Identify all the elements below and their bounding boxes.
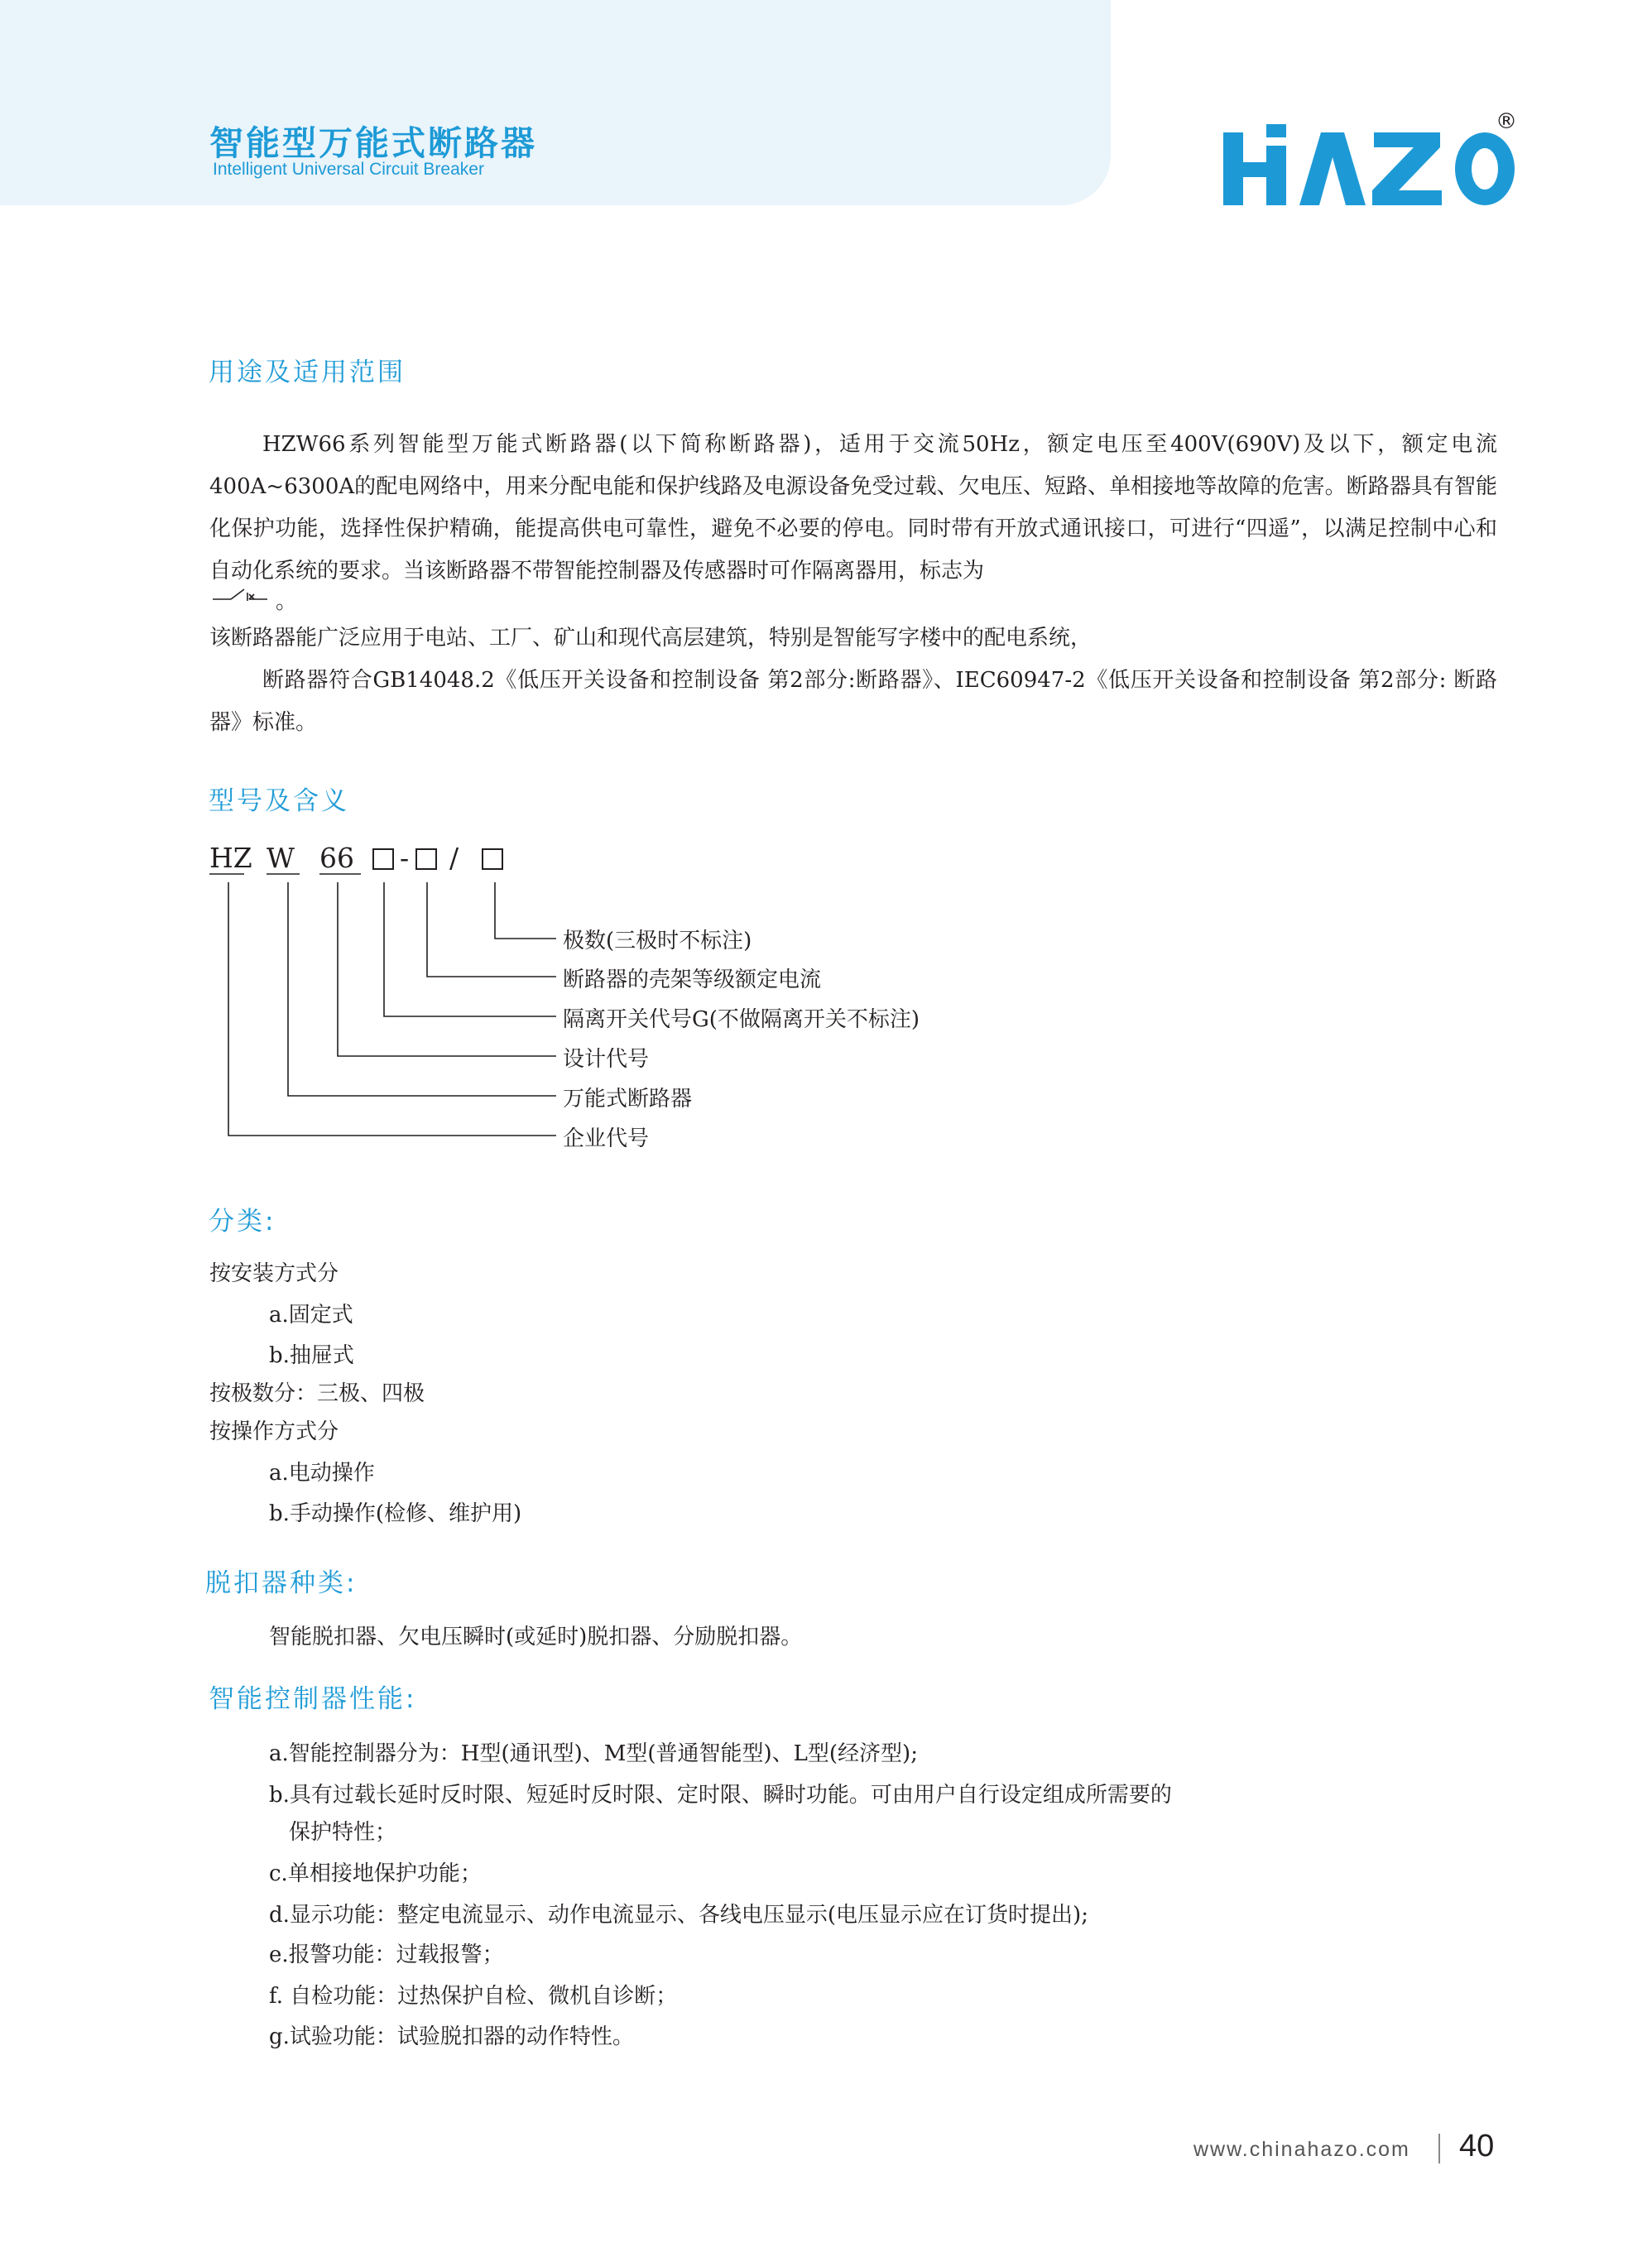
class-operation-manual: b.手动操作(检修、维护用) [269, 1501, 522, 1526]
controller-item-e: e.报警功能：过载报警； [269, 1942, 504, 1967]
class-operation-heading: 按操作方式分 [209, 1419, 339, 1444]
usage-paragraph-3: 断路器符合GB14048.2《低压开关设备和控制设备 第2部分:断路器》、IEC60947-2《低压开关设备和控制设备 第2部分: 断路器》标准。 [209, 668, 1497, 735]
code-w: W [267, 842, 295, 874]
class-poles: 按极数分：三极、四极 [209, 1381, 425, 1406]
model-label-poles: 极数(三极时不标注) [563, 929, 752, 953]
class-install-heading: 按安装方式分 [209, 1261, 339, 1286]
class-operation-electric: a.电动操作 [269, 1461, 375, 1486]
section-title-usage: 用途及适用范围 [209, 358, 406, 387]
code-slash: / [449, 842, 459, 874]
class-install-fixed: a.固定式 [269, 1303, 353, 1328]
page-title: 智能型万能式断路器 [209, 123, 537, 163]
section-title-release: 脱扣器种类: [205, 1568, 358, 1598]
controller-item-d: d.显示功能：整定电流显示、动作电流显示、各线电压显示(电压显示应在订货时提出); [269, 1903, 1088, 1928]
controller-item-c: c.单相接地保护功能； [269, 1861, 482, 1886]
registered-mark: ® [1496, 109, 1517, 134]
controller-item-a: a.智能控制器分为：H型(通讯型)、M型(普通智能型)、L型(经济型); [269, 1741, 918, 1766]
controller-item-f: f. 自检功能：过热保护自检、微机自诊断； [269, 1984, 678, 2009]
model-label-design-code: 设计代号 [563, 1047, 650, 1072]
model-label-frame-current: 断路器的壳架等级额定电流 [563, 968, 822, 992]
section-title-controller: 智能控制器性能: [209, 1684, 417, 1714]
controller-item-g: g.试验功能：试验脱扣器的动作特性。 [269, 2024, 634, 2049]
symbol-period: 。 [276, 589, 298, 614]
controller-item-b: b.具有过载长延时反时限、短延时反时限、定时限、瞬时功能。可由用户自行设定组成所需要的 [269, 1783, 1172, 1808]
model-label-breaker-type: 万能式断路器 [563, 1087, 693, 1112]
footer-url[interactable]: www.chinahazo.com [1193, 2138, 1410, 2161]
section-title-model: 型号及含义 [209, 786, 349, 816]
code-hz: HZ [209, 842, 252, 874]
usage-paragraph-2: 该断路器能广泛应用于电站、工厂、矿山和现代高层建筑，特别是智能写字楼中的配电系统， [209, 626, 1093, 651]
footer-separator [1438, 2134, 1440, 2163]
class-install-drawer: b.抽屉式 [269, 1343, 354, 1368]
model-label-isolator: 隔离开关代号G(不做隔离开关不标注) [563, 1007, 920, 1032]
usage-paragraph-1: HZW66系列智能型万能式断路器(以下简称断路器)，适用于交流50Hz，额定电压至400V(690V)及以下，额定电流400A~6300A的配电网络中，用来分配电能和保护线路及电源设备免受过载、欠电压、短路、单相接地等故障的危害。断路器具有智能化保护功能，选择性保护精确，能提高供电可靠性，避免不必要的停电。同时带有开放式通讯接口，可进行“四遥”，以满足控制中心和自动化系统的要求。当该断路器不带智能控制器及传感器时可作隔离器用，标志为 [209, 432, 1497, 583]
code-66: 66 [319, 842, 354, 874]
controller-item-b-cont: 保护特性； [289, 1820, 397, 1845]
model-label-company-code: 企业代号 [563, 1126, 650, 1151]
section-title-classification: 分类: [209, 1207, 276, 1237]
page-number: 40 [1459, 2129, 1495, 2163]
release-text: 智能脱扣器、欠电压瞬时(或延时)脱扣器、分励脱扣器。 [269, 1625, 803, 1650]
code-dash: - [400, 842, 410, 874]
page-subtitle: Intelligent Universal Circuit Breaker [213, 160, 484, 179]
